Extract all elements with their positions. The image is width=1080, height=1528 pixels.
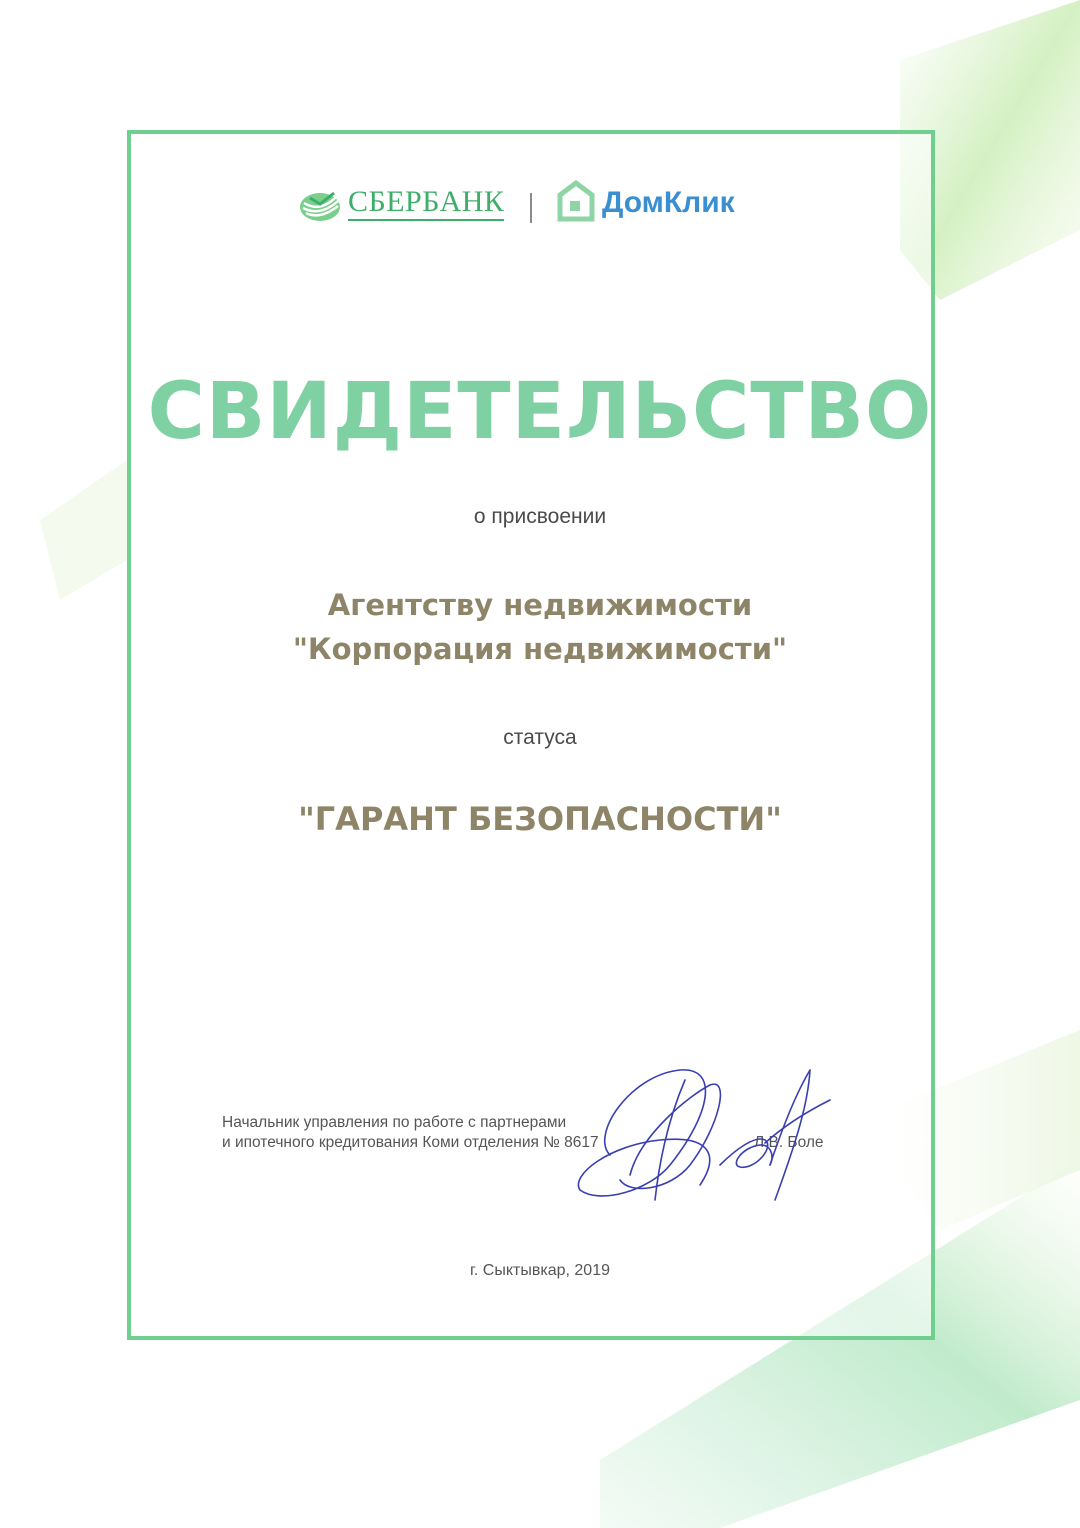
city-year: г. Сыктывкар, 2019 bbox=[470, 1262, 610, 1279]
domclick-logo-icon bbox=[556, 179, 596, 223]
status-name: "ГАРАНТ БЕЗОПАСНОСТИ" bbox=[298, 800, 782, 838]
signatory-name: Л.В. Боле bbox=[754, 1134, 824, 1151]
sberbank-logo-icon bbox=[298, 187, 342, 223]
certificate-title: СВИДЕТЕЛЬСТВО bbox=[147, 367, 933, 457]
domclick-wordmark: ДомКлик bbox=[602, 186, 735, 219]
left-ribbon bbox=[40, 460, 127, 600]
recipient-line-1: Агентству недвижимости bbox=[327, 588, 753, 622]
logo-divider bbox=[530, 193, 532, 223]
position-line-1: Начальник управления по работе с партнерами bbox=[222, 1114, 567, 1131]
position-line-2: и ипотечного кредитования Коми отделения № 8617 bbox=[222, 1134, 599, 1151]
handwritten-signature bbox=[570, 1055, 840, 1215]
sberbank-wordmark: СБЕРБАНК bbox=[348, 187, 504, 221]
status-word: статуса bbox=[503, 726, 577, 749]
recipient-line-2: "Корпорация недвижимости" bbox=[292, 632, 788, 666]
signatory-position bbox=[222, 1113, 599, 1153]
logo-row bbox=[0, 175, 1080, 235]
preposition-text: о присвоении bbox=[473, 505, 607, 528]
